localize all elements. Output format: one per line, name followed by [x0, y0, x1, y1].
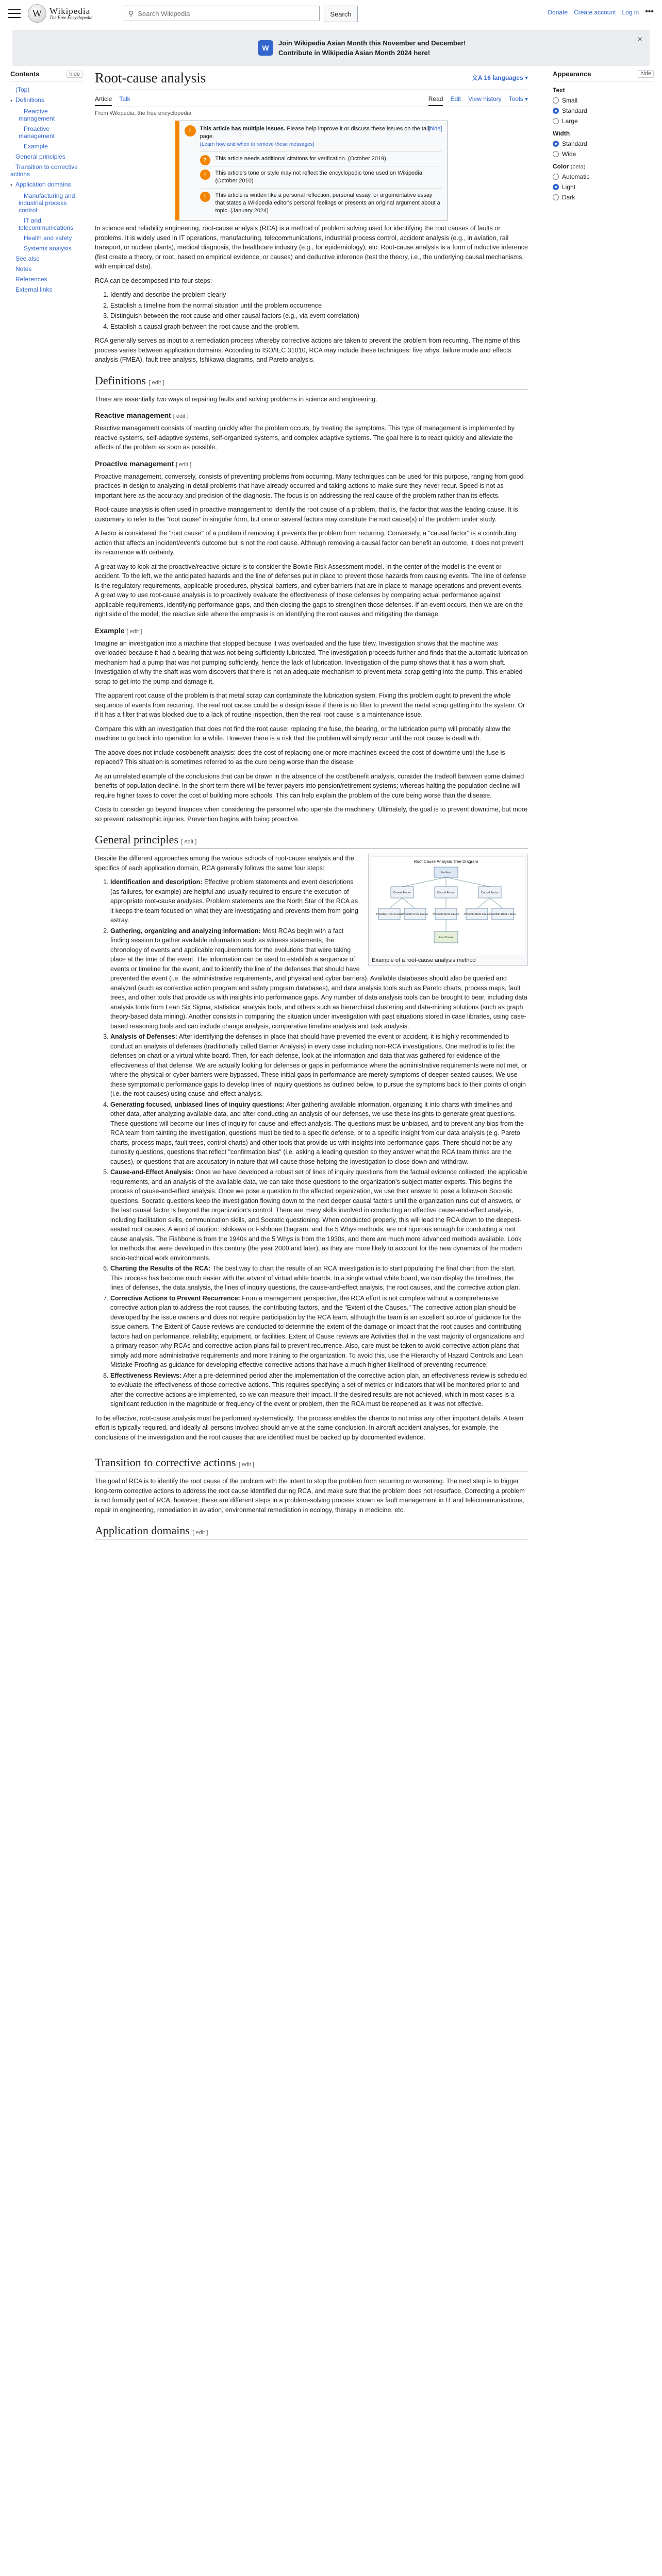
radio-label: Standard	[562, 107, 587, 114]
rca-figure	[368, 854, 528, 966]
paragraph: A factor is considered the "root cause" of a problem if removing it prevents the problem from recurring. Conversely, a "causal factor" is a contributing action that affects an incident/event's outcome but is not the root cause. Although removing a causal factor can benefit an outcome, it does not prevent its recurrence with certainty.	[95, 530, 524, 556]
radio-button[interactable]	[553, 108, 559, 114]
list-item	[110, 1294, 528, 1370]
toc-item-label: References	[15, 276, 47, 283]
tree-node-label: Possible Root Cause	[402, 913, 428, 916]
toc-item[interactable]	[0, 264, 88, 274]
toc-item-label: Notes	[15, 265, 32, 273]
paragraph: The goal of RCA is to identify the root cause of the problem with the intent to stop the problem from recurring or worsening. The next step is to trigger long-term corrective actions to address the root cause identified during RCA, and make sure that the problem does not resurface. Correcting a problem is not formally part of RCA, however; these are different steps in a problem-solving process known as fault management in IT and telecommunications, repair in engineering, remediation in aviation, environmental remediation in ecology, therapy in medicine, etc.	[95, 1478, 525, 1514]
toc-item-label: (Top)	[15, 86, 30, 93]
tree-node	[478, 887, 501, 898]
ambox-learn-link[interactable]: (Learn how and when to remove these messages)	[200, 142, 315, 147]
step-text: After gathering available information, organizing it into charts with timelines and other data, after analyzing available data, and after conducting an analysis of our defenses, we use these insights to generate great questions. These questions will become our lines of inquiry for cause-and-effect analysis. The questions must be unbiased, and to prevent any bias from the RCA team from tainting the investigation, questions must be tied to a specific defense, or to a specific insight from our data analysis (e.g. Pareto charts, process maps, fault trees, control charts) and other tools that provide us with insights into performance gaps. There should not be any curiosity questions, questions that reflect "confirmation bias" (i.e. asking a leading question so they answer what the RCA team thinks are the causes), or questions that are accusatory in nature that will cause those helping the investigation to close down and withdraw.	[110, 1100, 524, 1165]
warning-icon: !	[185, 125, 196, 137]
tree-node	[434, 931, 458, 943]
tree-node	[402, 908, 428, 920]
radio-label: Light	[562, 183, 576, 191]
figure-caption: Example of a root-cause analysis method	[372, 957, 476, 963]
tree-node	[434, 867, 458, 877]
paragraph: Proactive management, conversely, consists of preventing problems from occurring. Many techniques can be used for this purpose, ranging from good practices in design to analyzing in detail problems that have already occurred and taking actions to make sure they never recur. Speed is not as important here as the accuracy and precision of the diagnosis. The focus is on addressing the real cause of the problem rather than its effects.	[95, 472, 524, 499]
tab-view-history[interactable]: View history	[468, 95, 502, 103]
text-size-label: Text	[553, 87, 565, 94]
toc-item[interactable]	[0, 215, 88, 233]
search-button[interactable]: Search	[324, 6, 358, 22]
paragraph: Imagine an investigation into a machine that stopped because it was overloaded and the fuse blew. Investigation shows that the machine was overloaded because it had a bearing that was not being sufficiently lubricated. The investigation proceeds further and finds that the automatic lubrication mechanism had a pump that was not pumping sufficiently, hence the lack of lubrication. Investigation of the pump shows that it has a worn shaft. Investigation of why the shaft was worn discovers that there is not an adequate mechanism to prevent metal scrap getting into the pump. This enabled scrap to get into the pump and damage it.	[95, 639, 528, 685]
banner-line-2[interactable]: Contribute in Wikipedia Asian Month 2024 here!	[278, 49, 431, 57]
ambox-hide-link[interactable]: [hide]	[428, 126, 442, 132]
paragraph: Costs to consider go beyond finances when considering the personnel who operate the machinery. Ultimately, the goal is to prevent downtime, but more so prevent catastrophic injuries. Prevention begins with being proactive.	[95, 806, 527, 823]
step-heading: Effectiveness Reviews:	[110, 1371, 182, 1379]
radio-button[interactable]	[553, 194, 559, 200]
radio-label: Large	[562, 117, 578, 125]
page-subtitle: From Wikipedia, the free encyclopedia	[95, 110, 192, 116]
ambox-heading: This article has multiple issues.	[200, 126, 286, 132]
question-icon: ?	[200, 155, 210, 165]
toc-item-label: Reactive management	[19, 108, 55, 122]
paragraph: As an unrelated example of the conclusions that can be drawn in the absence of the cost/benefit analysis, consider the tradeoff between some claimed benefits of population decline. In the short term there will be fewer payers into pension/retirement systems; whereas halting the population decline will require higher taxes to cover the cost of building more schools. This can help explain the problem of the cure being worse than the disease.	[95, 772, 524, 799]
radio-option[interactable]	[553, 194, 654, 201]
radio-button[interactable]	[553, 97, 559, 104]
ambox-issue: ! This article is written like a personal reflection, personal essay, or argumentative essay that states a Wikipedia editor's personal feelings or presents an original argument about a topic. (January 2024)	[200, 188, 442, 215]
step-heading: Analysis of Defenses:	[110, 1033, 177, 1040]
edit-link[interactable]: [ edit ]	[192, 1530, 208, 1536]
section-heading-application: Application domains [ edit ]	[95, 1524, 528, 1539]
tree-node-label: Problem	[440, 871, 452, 874]
toc-item-label: IT and telecommunications	[19, 217, 74, 231]
site-notice-banner	[12, 30, 650, 66]
text-size-options	[553, 97, 654, 125]
section-heading-example: Example [ edit ]	[95, 626, 142, 635]
list-item: 3. Distinguish between the root cause and other causal factors (e.g., via event correlation)	[110, 311, 528, 321]
edit-link[interactable]: [ edit ]	[181, 839, 197, 845]
warning-icon: !	[200, 170, 210, 180]
edit-link[interactable]: [ edit ]	[239, 1462, 254, 1468]
width-label: Width	[553, 130, 570, 137]
page-title: Root-cause analysis	[95, 70, 206, 86]
main-menu-button[interactable]	[8, 7, 21, 20]
tree-node-label: Causal Factor	[437, 891, 455, 894]
radio-label: Wide	[562, 150, 576, 158]
radio-label: Small	[562, 97, 578, 104]
site-tagline: The Free Encyclopedia	[49, 15, 93, 20]
radio-option[interactable]	[553, 183, 654, 191]
step-text: After a pre-determined period after the implementation of the corrective action plan, an effectiveness review is scheduled to evaluate the effectiveness of those corrective actions. This requires specifying a set of metrics or indicators that will be monitored prior to and after the corrective actions are implemented, so we can measure their impact. If the desired results are not achieved, which in most cases is a significant reduction in the magnitude or frequency of the event or problem, then the RCA must be reopened as it was not effective.	[110, 1371, 527, 1408]
site-name: Wikipedia	[49, 6, 91, 16]
toc-item-label: Transition to corrective actions	[10, 163, 78, 178]
toc-item[interactable]	[0, 274, 88, 284]
step-text: Once we have developed a robust set of lines of inquiry questions from the factual evidence collected, the applicable requirements, and an analysis of the available data, we can take those questions to the organization's subject matter experts. This begins the process of cause-and-effect analysis. Once we pose a question to the affected organization, we use their answer to pose a follow-on Socratic questions. Socratic questions keep the investigation flowing down to the next deeper causal factors until the organization runs out of answers, or the last causal factor is beyond the organization's control. There are many skills involved in conducting an effective cause-and-effect analysis, including facilitation skills, communication skills, and Socratic questioning. When conducted properly, this will lead the RCA down to the deepest-seated root causes. A word of caution: Ishikawa or Fishbone Diagram, and the 5 Whys methods, are not rigorous enough for conducting a root cause analysis. The Fishbone is from the 1940s and the 5 Whys is from the 1930s, and there are much more advanced methods available. Look for methods that were developed in this century (the year 2000 and later), as they are more likely to account for the new dynamics of the modern socio-technical work environments.	[110, 1168, 528, 1262]
more-options-icon[interactable]: •••	[645, 7, 654, 16]
list-item	[110, 1032, 528, 1099]
toc-item[interactable]	[0, 179, 88, 191]
toc-item-label: Example	[24, 143, 48, 150]
list-item	[110, 1100, 528, 1167]
radio-button[interactable]	[553, 118, 559, 124]
section-heading-definitions: Definitions [ edit ]	[95, 374, 528, 389]
intro-paragraph: RCA can be decomposed into four steps:	[95, 277, 212, 284]
appearance-hide-button[interactable]: hide	[638, 70, 654, 78]
edit-link[interactable]: [ edit ]	[173, 413, 189, 419]
login-link[interactable]: Log in	[622, 9, 639, 16]
toc-item-label: Proactive management	[19, 125, 55, 140]
tree-connectors	[389, 877, 503, 931]
top-bar	[0, 0, 662, 27]
radio-button[interactable]	[553, 184, 559, 190]
toc-item-label: Application domains	[15, 181, 71, 188]
radio-button[interactable]	[553, 151, 559, 157]
tree-node-label: Causal Factor	[481, 891, 499, 894]
tab-read[interactable]: Read	[428, 95, 443, 106]
tree-node	[391, 887, 413, 898]
page-tabs	[95, 90, 528, 107]
radio-label: Automatic	[562, 173, 590, 180]
search-box	[124, 6, 320, 21]
user-links	[548, 9, 654, 16]
toc-item[interactable]	[0, 106, 88, 124]
table-of-contents	[0, 70, 88, 295]
rca-steps-list	[95, 290, 528, 331]
language-button[interactable]: 文A 16 languages ▾	[472, 74, 528, 81]
edit-link[interactable]: [ edit ]	[126, 628, 142, 635]
step-heading: Charting the Results of the RCA:	[110, 1265, 211, 1272]
section-heading-transition: Transition to corrective actions [ edit ]	[95, 1456, 528, 1471]
color-label: Color	[553, 163, 569, 170]
edit-link[interactable]: [ edit ]	[148, 379, 164, 386]
warning-icon: !	[200, 192, 210, 202]
tree-node	[435, 887, 457, 898]
list-item: 2. Establish a timeline from the normal situation until the problem occurrence	[110, 301, 528, 311]
radio-option[interactable]	[553, 173, 654, 180]
edit-link[interactable]: [ edit ]	[176, 461, 192, 468]
paragraph: Root-cause analysis is often used in proactive management to identify the root cause of a problem, that is, the factor that was the leading cause. It is customary to refer to the "root cause" in singular form, but one or several factors may constitute the root cause(s) of the problem under study.	[95, 506, 518, 523]
chevron-down-icon[interactable]: ▾	[10, 183, 13, 188]
toc-item-label: Health and safety	[24, 234, 72, 242]
toc-item-label: See also	[15, 255, 40, 262]
search-icon: ⚲	[128, 9, 134, 18]
toc-list	[0, 84, 88, 295]
step-heading: Cause-and-Effect Analysis:	[110, 1168, 194, 1176]
paragraph: To be effective, root-cause analysis must be performed systematically. The process enables the chance to not miss any other important details. A team effort is typically required, and ideally all persons involved should arrive at the same conclusion. In aircraft accident analyses, for example, the conclusions of the investigation and the root causes that are identified must be backed up by documented evidence.	[95, 1414, 523, 1441]
toc-item-label: External links	[15, 286, 53, 293]
toc-item[interactable]	[0, 253, 88, 264]
asian-month-icon: W	[258, 40, 273, 56]
color-options	[553, 173, 654, 201]
tab-edit[interactable]: Edit	[450, 95, 461, 103]
ambox-issue: ? This article needs additional citations for verification. (October 2019)	[200, 151, 442, 163]
step-heading: Generating focused, unbiased lines of inquiry questions:	[110, 1100, 285, 1108]
toc-item-label: Manufacturing and industrial process control	[19, 192, 75, 214]
toc-item[interactable]	[0, 124, 88, 141]
rca-tree-svg	[371, 857, 521, 954]
appearance-title: Appearance	[553, 70, 591, 78]
toc-item[interactable]	[0, 84, 88, 95]
multiple-issues-box	[175, 121, 448, 221]
radio-option[interactable]	[553, 107, 654, 114]
globe-icon: W	[28, 4, 46, 23]
toc-item-label: Definitions	[15, 96, 45, 104]
list-item: 1. Identify and describe the problem clearly	[110, 290, 528, 300]
paragraph: Compare this with an investigation that does not find the root cause: replacing the fuse, the bearing, or the lubrication pump will probably allow the machine to go back into operation for a while. However there is a risk that the problem will simply recur until the root cause is dealt with.	[95, 725, 511, 742]
search-input[interactable]	[137, 9, 319, 18]
tab-talk[interactable]: Talk	[119, 95, 130, 103]
radio-label: Standard	[562, 140, 587, 147]
radio-button[interactable]	[553, 174, 559, 180]
toc-item[interactable]	[0, 141, 88, 151]
banner-line-1[interactable]: Join Wikipedia Asian Month this November and December!	[278, 39, 466, 47]
wikipedia-logo[interactable]	[28, 4, 93, 23]
toc-item[interactable]	[0, 243, 88, 253]
step-text: The best way to chart the results of an RCA investigation is to start populating the final chart from the start. This process has become much easier with the advent of virtual white boards. In a single virtual white board, we can display the timelines, the lines of defenses, the data analysis, the lines of inquiry questions, the cause-and-effect analysis, the root causes, and the corrective action plan.	[110, 1265, 520, 1291]
step-text: From a management perspective, the RCA effort is not complete without a comprehensive corrective action plan to address the root causes, the contributing factors, and the "Extent of the Causes." The corrective action plan should be developed by the issue owners and does not require participation by the RCA team, although the team is an excellent source of guidance for the issue owners. The Extent of Cause reviews are conducted to determine the extent of the damage or impact that the root causes and contributing factors had on performance, reliability, equipment, or facilities. Extent of Cause reviews are Activities that in the vast majority of organizations and a primary reason why RCAs and corrective action plans fail to prevent recurrence. Also, care must be taken to avoid corrective action plans that simply add more administrative requirements and more training to the organization. To avoid this, use the Hierarchy of Hazard Controls and Lean Mistake Proofing as guidance for developing effective corrective actions that have a much higher likelihood of preventing recurrence.	[110, 1294, 524, 1368]
toc-item-label: Systems analysis	[24, 245, 72, 252]
close-icon[interactable]: ×	[637, 35, 642, 44]
step-heading: Identification and description:	[110, 878, 203, 886]
figure-title: Root Cause Analysis Tree Diagram	[413, 859, 478, 864]
toc-hide-button[interactable]: hide	[67, 71, 82, 78]
tree-node-label: Possible Root Cause	[376, 913, 403, 916]
appearance-panel	[553, 70, 654, 204]
donate-link[interactable]: Donate	[548, 9, 568, 16]
radio-option[interactable]	[553, 140, 654, 147]
toc-item-label: General principles	[15, 153, 65, 160]
tree-node	[489, 908, 516, 920]
intro-paragraph: In science and reliability engineering, root-cause analysis (RCA) is a method of problem solving used for identifying the root causes of faults or problems. It is widely used in IT operations, manufacturing, telecommunications, industrial process control, accident analysis (e.g., in aviation, rail transport, or nuclear plants), medical diagnosis, the healthcare industry (e.g., for epidemiology), etc. Root-cause analysis is a form of inductive inference (first create a theory, or root, based on empirical evidence, or causes) and deductive inference (test the theory, i.e., the underlying causal mechanisms, with empirical data).	[95, 225, 528, 270]
paragraph: The apparent root cause of the problem is that metal scrap can contaminate the lubrication system. Fixing this problem ought to prevent the whole sequence of events from recurring. The real root cause could be a design issue if there is no filter to prevent the metal scrap getting into the system. Or if it has a filter that was blocked due to a lack of routine inspection, then the real root cause is a maintenance issue.	[95, 692, 525, 718]
paragraph: Reactive management consists of reacting quickly after the problem occurs, by treating the symptoms. This type of management is implemented by reactive systems, self-adaptive systems, self-organized systems, and complex adaptive systems. The goal here is to react quickly and alleviate the effects of the problem as soon as possible.	[95, 425, 515, 451]
list-item	[110, 1264, 528, 1293]
tree-node-label: Causal Factor	[393, 891, 411, 894]
tree-node	[376, 908, 402, 920]
tab-article[interactable]: Article	[95, 95, 112, 106]
toc-item[interactable]	[0, 191, 88, 215]
paragraph: The above does not include cost/benefit analysis: does the cost of replacing one or more machines exceed the cost of downtime until the fuse is replaced? This situation is sometimes referred to as the cure being worse than the disease.	[95, 749, 505, 766]
toc-item[interactable]	[0, 162, 88, 179]
radio-option[interactable]	[553, 117, 654, 125]
tree-node-label: Root Cause	[438, 936, 454, 939]
width-options	[553, 140, 654, 158]
list-item	[110, 1371, 528, 1409]
radio-label: Dark	[562, 194, 575, 201]
toc-title: Contents	[10, 70, 40, 78]
toc-item[interactable]	[0, 284, 88, 295]
tree-node-label: Possible Root Cause	[433, 913, 459, 916]
intro-paragraph: RCA generally serves as input to a remediation process whereby corrective actions are taken to prevent the problem from recurring. The name of this process varies between application domains. According to ISO/IEC 31010, RCA may include these techniques: five whys, failure mode and effects analysis (FMEA), fault tree analysis, Ishikawa diagrams, and Pareto analysis.	[95, 337, 520, 363]
tree-node-label: Possible Root Cause	[489, 913, 516, 916]
section-heading-reactive: Reactive management [ edit ]	[95, 411, 189, 419]
radio-option[interactable]	[553, 150, 654, 158]
toc-item[interactable]	[0, 151, 88, 162]
tree-node-label: Possible Root Cause	[464, 913, 490, 916]
paragraph: There are essentially two ways of repairing faults and solving problems in science and engineering.	[95, 395, 377, 403]
rca-tree-diagram[interactable]	[371, 856, 525, 955]
step-text: Most RCAs begin with a fact finding session to gather available information such as witness statements, the chronology of events and applicable requirements for the evolutions that were taking place at the time of the event. The information can be used to establish a sequence of events or timeline for the event, and to identify the line of the defenses that should have prevented the event (i.e. the administrative requirements, and physical and cyber barriers). Available databases should also be queried and analyzed (such as corrective action program and safety program databases), and data analysis tools such as Pareto charts, process maps, fault trees, and other tools that provide us with insights into performance gaps. Any number of data analysis tools can be brought to bear, including data analysis tools from Lean Six Sigma, statistical analysis tools, and others such as hierarchical clustering and data-mining solutions (such as graph theory-based data mining). Another consists in comparing the situation under investigation with past situations stored in case libraries, using case-based reasoning tools and can include change analysis, comparative timeline analysis and task analysis.	[110, 927, 527, 1030]
list-item: 4. Establish a causal graph between the root cause and the problem.	[110, 322, 528, 332]
create-account-link[interactable]: Create account	[574, 9, 616, 16]
toc-item[interactable]	[0, 95, 88, 106]
tree-node	[464, 908, 490, 920]
color-beta-label: (beta)	[570, 164, 586, 170]
step-heading: Gathering, organizing and analyzing information:	[110, 927, 261, 935]
section-heading-proactive: Proactive management [ edit ]	[95, 459, 192, 468]
list-item	[110, 1167, 528, 1263]
chevron-down-icon[interactable]: ▾	[10, 98, 13, 103]
tree-node	[433, 908, 459, 920]
ambox-issue: ! This article's tone or style may not reflect the encyclopedic tone used on Wikipedia. (October 2010)	[200, 166, 442, 185]
toc-item[interactable]	[0, 233, 88, 243]
radio-button[interactable]	[553, 141, 559, 147]
paragraph: Despite the different approaches among the various schools of root-cause analysis and the specifics of each application domain, RCA generally follows the same four steps:	[95, 855, 354, 872]
radio-option[interactable]	[553, 97, 654, 104]
step-text: After identifying the defenses in place that should have prevented the event or accident, it is highly recommended to conduct an analysis of defenses (traditionally called Barrier Analysis) in every case including non-RCA investigations. One method is to list the defenses on chart or a virtual white board. Then, for each defense, look at the information and data that was gathered for evidence of the effectiveness of that defense. We are actually looking for defenses or gaps in performance where the administrative requirements were not met, or where the physical or cyber barriers were bypassed. These initial gaps in performance are merely symptoms of deeper-seated causes. We use these symptomatic performance gaps to develop lines of inquiry questions as outlined below, to pursue the symptoms back to their points of origin (i.e. the root causes) using cause-and-effect analysis.	[110, 1033, 527, 1097]
main-content	[95, 66, 528, 1545]
ambox-heading-rest: Please help improve it or discuss these issues on the talk page.	[200, 126, 431, 140]
step-heading: Corrective Actions to Prevent Recurrence:	[110, 1294, 240, 1302]
section-heading-principles: General principles [ edit ]	[95, 833, 528, 849]
paragraph: A great way to look at the proactive/reactive picture is to consider the Bowtie Risk Assessment model. In the center of the model is the event or accident. To the left, we the anticipated hazards and the line of defenses put in place to prevent those hazards from causing events. The line of defense is the regulatory requirements, applicable procedures, physical barriers, and cyber barriers that are in place to manage operations and prevent events. A great way to use root-cause analysis is to proactively evaluate the effectiveness of those defenses by comparing actual performance against applicable requirements, identifying performance gaps, and then closing the gaps to strengthen those defenses. If an event occurs, then we are on the right side of the model, the reactive side where the emphasis is on identifying the root causes and mitigating the damage.	[95, 563, 526, 618]
step-text: Effective problem statements and event descriptions (as failures, for example) are helpful and usually required to ensure the execution of appropriate root-cause analyses. Problem statements are the North Star of the RCA as it keeps the team focused on what they are investigating and prevents them from going astray.	[110, 878, 358, 924]
tab-tools[interactable]: Tools ▾	[508, 95, 528, 103]
